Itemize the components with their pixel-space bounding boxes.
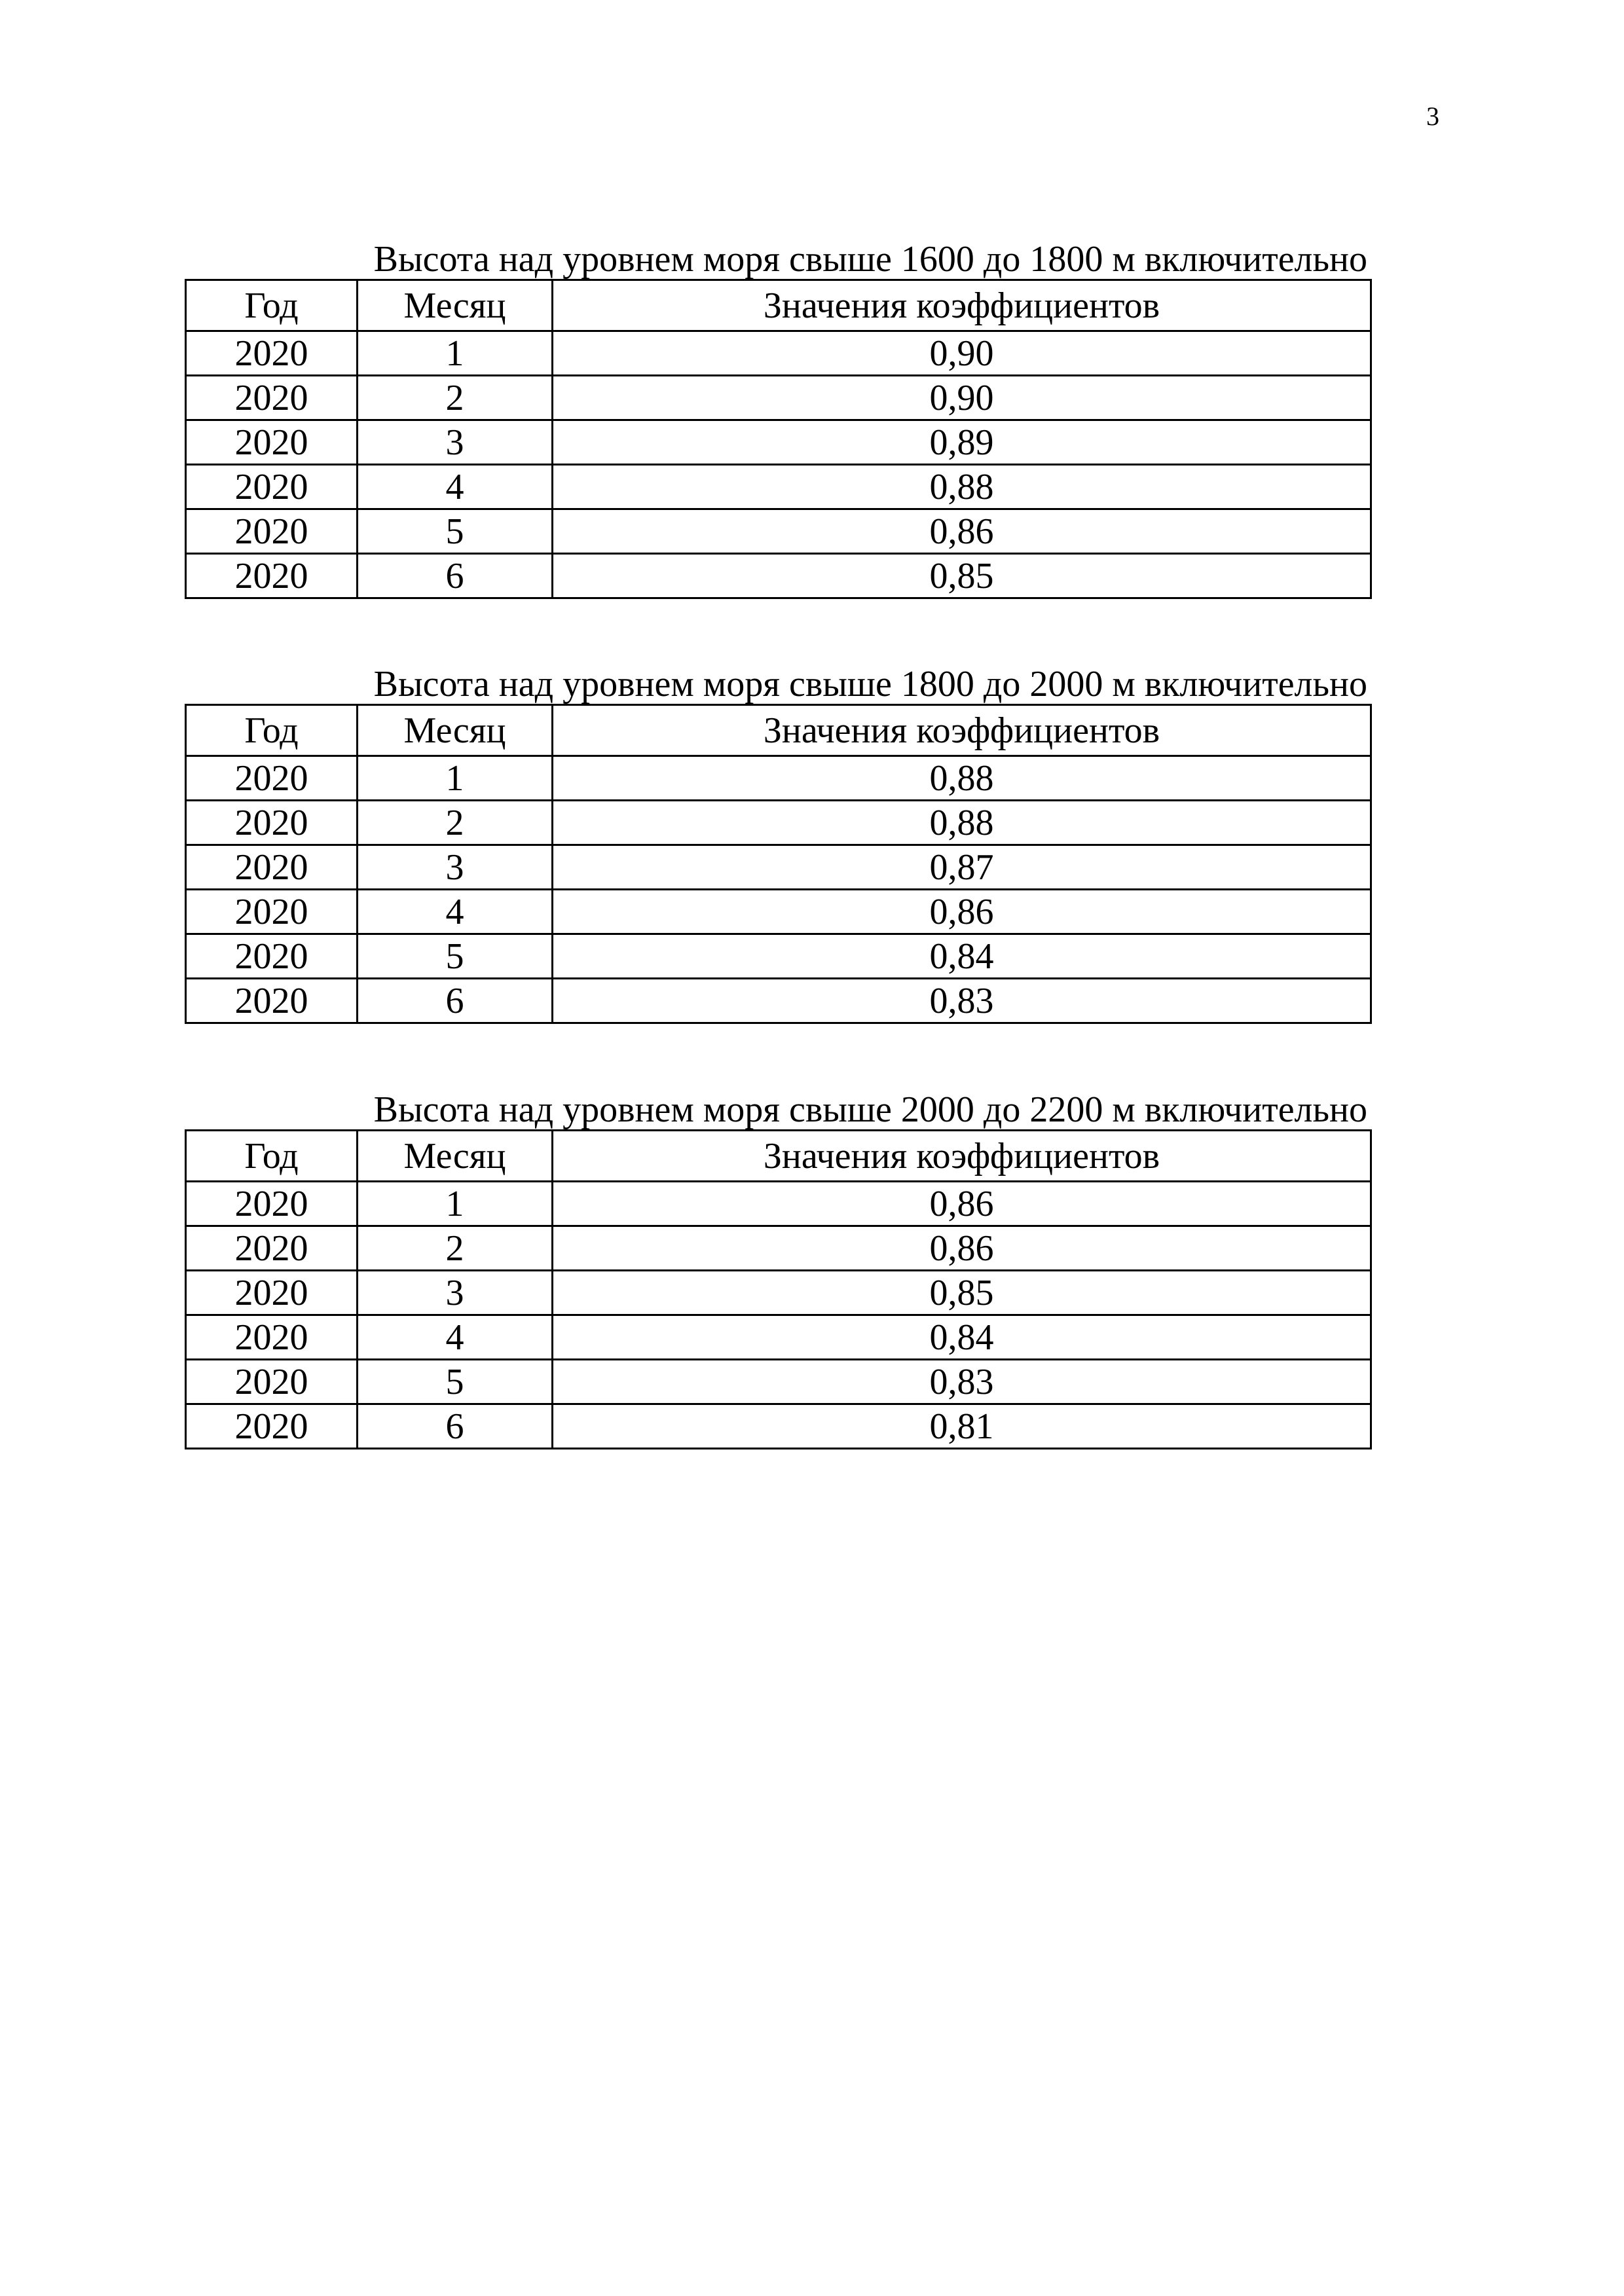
coefficients-table xyxy=(185,279,1372,599)
cell-coefficient: 0,84 xyxy=(553,934,1371,979)
cell-coefficient: 0,88 xyxy=(553,756,1371,801)
cell-month: 5 xyxy=(358,509,553,554)
table-row xyxy=(186,376,1371,420)
cell-year: 2020 xyxy=(186,509,358,554)
cell-year: 2020 xyxy=(186,845,358,890)
cell-coefficient: 0,88 xyxy=(553,465,1371,509)
table-row xyxy=(186,1182,1371,1226)
table-row xyxy=(186,801,1371,845)
cell-year: 2020 xyxy=(186,1315,358,1360)
cell-year: 2020 xyxy=(186,1360,358,1404)
header-month: Месяц xyxy=(358,705,553,756)
coefficients-section-1800-2000 xyxy=(185,666,1370,1024)
cell-year: 2020 xyxy=(186,554,358,598)
cell-coefficient: 0,90 xyxy=(553,376,1371,420)
cell-year: 2020 xyxy=(186,1271,358,1315)
cell-month: 5 xyxy=(358,1360,553,1404)
cell-year: 2020 xyxy=(186,979,358,1023)
cell-coefficient: 0,83 xyxy=(553,1360,1371,1404)
table-row xyxy=(186,420,1371,465)
table-row xyxy=(186,1315,1371,1360)
cell-month: 4 xyxy=(358,1315,553,1360)
cell-month: 2 xyxy=(358,376,553,420)
cell-month: 3 xyxy=(358,420,553,465)
coefficients-table xyxy=(185,704,1372,1024)
coefficients-section-1600-1800 xyxy=(185,241,1370,599)
table-row xyxy=(186,465,1371,509)
table-row xyxy=(186,845,1371,890)
header-month: Месяц xyxy=(358,280,553,331)
table-row xyxy=(186,554,1371,598)
cell-coefficient: 0,90 xyxy=(553,331,1371,376)
header-year: Год xyxy=(186,1131,358,1182)
cell-month: 4 xyxy=(358,465,553,509)
cell-coefficient: 0,85 xyxy=(553,554,1371,598)
cell-month: 2 xyxy=(358,801,553,845)
cell-year: 2020 xyxy=(186,376,358,420)
cell-year: 2020 xyxy=(186,331,358,376)
header-coefficient: Значения коэффициентов xyxy=(553,1131,1371,1182)
cell-month: 1 xyxy=(358,756,553,801)
cell-year: 2020 xyxy=(186,934,358,979)
cell-year: 2020 xyxy=(186,1226,358,1271)
cell-month: 6 xyxy=(358,554,553,598)
table-row xyxy=(186,1271,1371,1315)
cell-coefficient: 0,86 xyxy=(553,890,1371,934)
cell-coefficient: 0,84 xyxy=(553,1315,1371,1360)
cell-coefficient: 0,89 xyxy=(553,420,1371,465)
header-coefficient: Значения коэффициентов xyxy=(553,280,1371,331)
cell-month: 6 xyxy=(358,1404,553,1449)
cell-year: 2020 xyxy=(186,465,358,509)
cell-year: 2020 xyxy=(186,801,358,845)
cell-month: 3 xyxy=(358,1271,553,1315)
cell-coefficient: 0,88 xyxy=(553,801,1371,845)
cell-year: 2020 xyxy=(186,1404,358,1449)
cell-year: 2020 xyxy=(186,420,358,465)
cell-coefficient: 0,86 xyxy=(553,1182,1371,1226)
table-row xyxy=(186,331,1371,376)
table-header-row xyxy=(186,705,1371,756)
coefficients-section-2000-2200 xyxy=(185,1091,1370,1449)
cell-month: 5 xyxy=(358,934,553,979)
cell-coefficient: 0,86 xyxy=(553,509,1371,554)
table-row xyxy=(186,890,1371,934)
cell-year: 2020 xyxy=(186,756,358,801)
cell-month: 1 xyxy=(358,1182,553,1226)
header-year: Год xyxy=(186,705,358,756)
table-row xyxy=(186,1360,1371,1404)
table-row xyxy=(186,756,1371,801)
cell-month: 3 xyxy=(358,845,553,890)
table-row xyxy=(186,1404,1371,1449)
cell-coefficient: 0,86 xyxy=(553,1226,1371,1271)
table-caption: Высота над уровнем моря свыше 2000 до 2200 м включительно xyxy=(373,1089,1367,1130)
table-header-row xyxy=(186,1131,1371,1182)
table-row xyxy=(186,1226,1371,1271)
header-coefficient: Значения коэффициентов xyxy=(553,705,1371,756)
cell-coefficient: 0,81 xyxy=(553,1404,1371,1449)
cell-coefficient: 0,83 xyxy=(553,979,1371,1023)
table-caption: Высота над уровнем моря свыше 1600 до 1800 м включительно xyxy=(373,239,1367,280)
header-month: Месяц xyxy=(358,1131,553,1182)
cell-month: 1 xyxy=(358,331,553,376)
table-row xyxy=(186,509,1371,554)
cell-year: 2020 xyxy=(186,890,358,934)
coefficients-table xyxy=(185,1129,1372,1449)
cell-coefficient: 0,85 xyxy=(553,1271,1371,1315)
table-row xyxy=(186,979,1371,1023)
cell-coefficient: 0,87 xyxy=(553,845,1371,890)
header-year: Год xyxy=(186,280,358,331)
table-header-row xyxy=(186,280,1371,331)
cell-year: 2020 xyxy=(186,1182,358,1226)
cell-month: 6 xyxy=(358,979,553,1023)
page-number: 3 xyxy=(1426,101,1439,131)
table-row xyxy=(186,934,1371,979)
table-caption: Высота над уровнем моря свыше 1800 до 2000 м включительно xyxy=(373,664,1367,704)
cell-month: 2 xyxy=(358,1226,553,1271)
cell-month: 4 xyxy=(358,890,553,934)
